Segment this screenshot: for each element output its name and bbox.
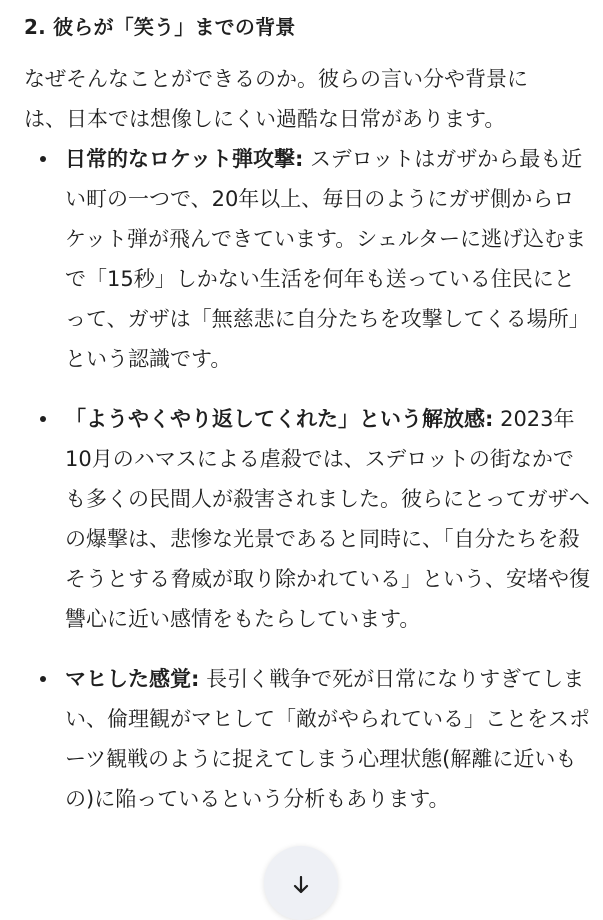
bullet-text: スデロットはガザから最も近い町の一つで、20年以上、毎日のようにガザ側からロケット弾が飛んできています。シェルターに逃げ込むまで「15秒」しかない生活を何年も送っている住民にとって、ガザは「無慈悲に自分たちを攻撃してくる場所」という認識です。 <box>65 147 590 371</box>
list-item <box>24 399 590 639</box>
arrow-down-icon <box>293 876 309 894</box>
bullet-dot <box>40 416 46 422</box>
list-item <box>24 659 590 819</box>
bullet-text: 長引く戦争で死が日常になりすぎてしまい、倫理観がマヒして「敵がやられている」ことをスポーツ観戦のように捉えてしまう心理状態(解離に近いもの)に陥っているという分析もあります。 <box>65 667 590 811</box>
intro-paragraph: なぜそんなことができるのか。彼らの言い分や背景には、日本では想像しにくい過酷な日常があります。 <box>24 67 528 131</box>
bullet-term: マヒした感覚: <box>65 667 200 691</box>
bullet-dot <box>40 156 46 162</box>
scroll-down-button[interactable] <box>264 846 338 920</box>
list-item <box>24 139 590 379</box>
section-heading: 2. 彼らが「笑う」までの背景 <box>24 15 296 39</box>
bullet-list <box>24 139 590 819</box>
bullet-term: 「ようやくやり返してくれた」という解放感: <box>65 407 494 431</box>
bullet-dot <box>40 676 46 682</box>
bullet-term: 日常的なロケット弾攻撃: <box>65 147 304 171</box>
bullet-text: 2023年10月のハマスによる虐殺では、スデロットの街なかでも多くの民間人が殺害されました。彼らにとってガザへの爆撃は、悲惨な光景であると同時に、「自分たちを殺そうとする脅威が取り除かれている」という、安堵や復讐心に近い感情をもたらしています。 <box>65 407 590 631</box>
